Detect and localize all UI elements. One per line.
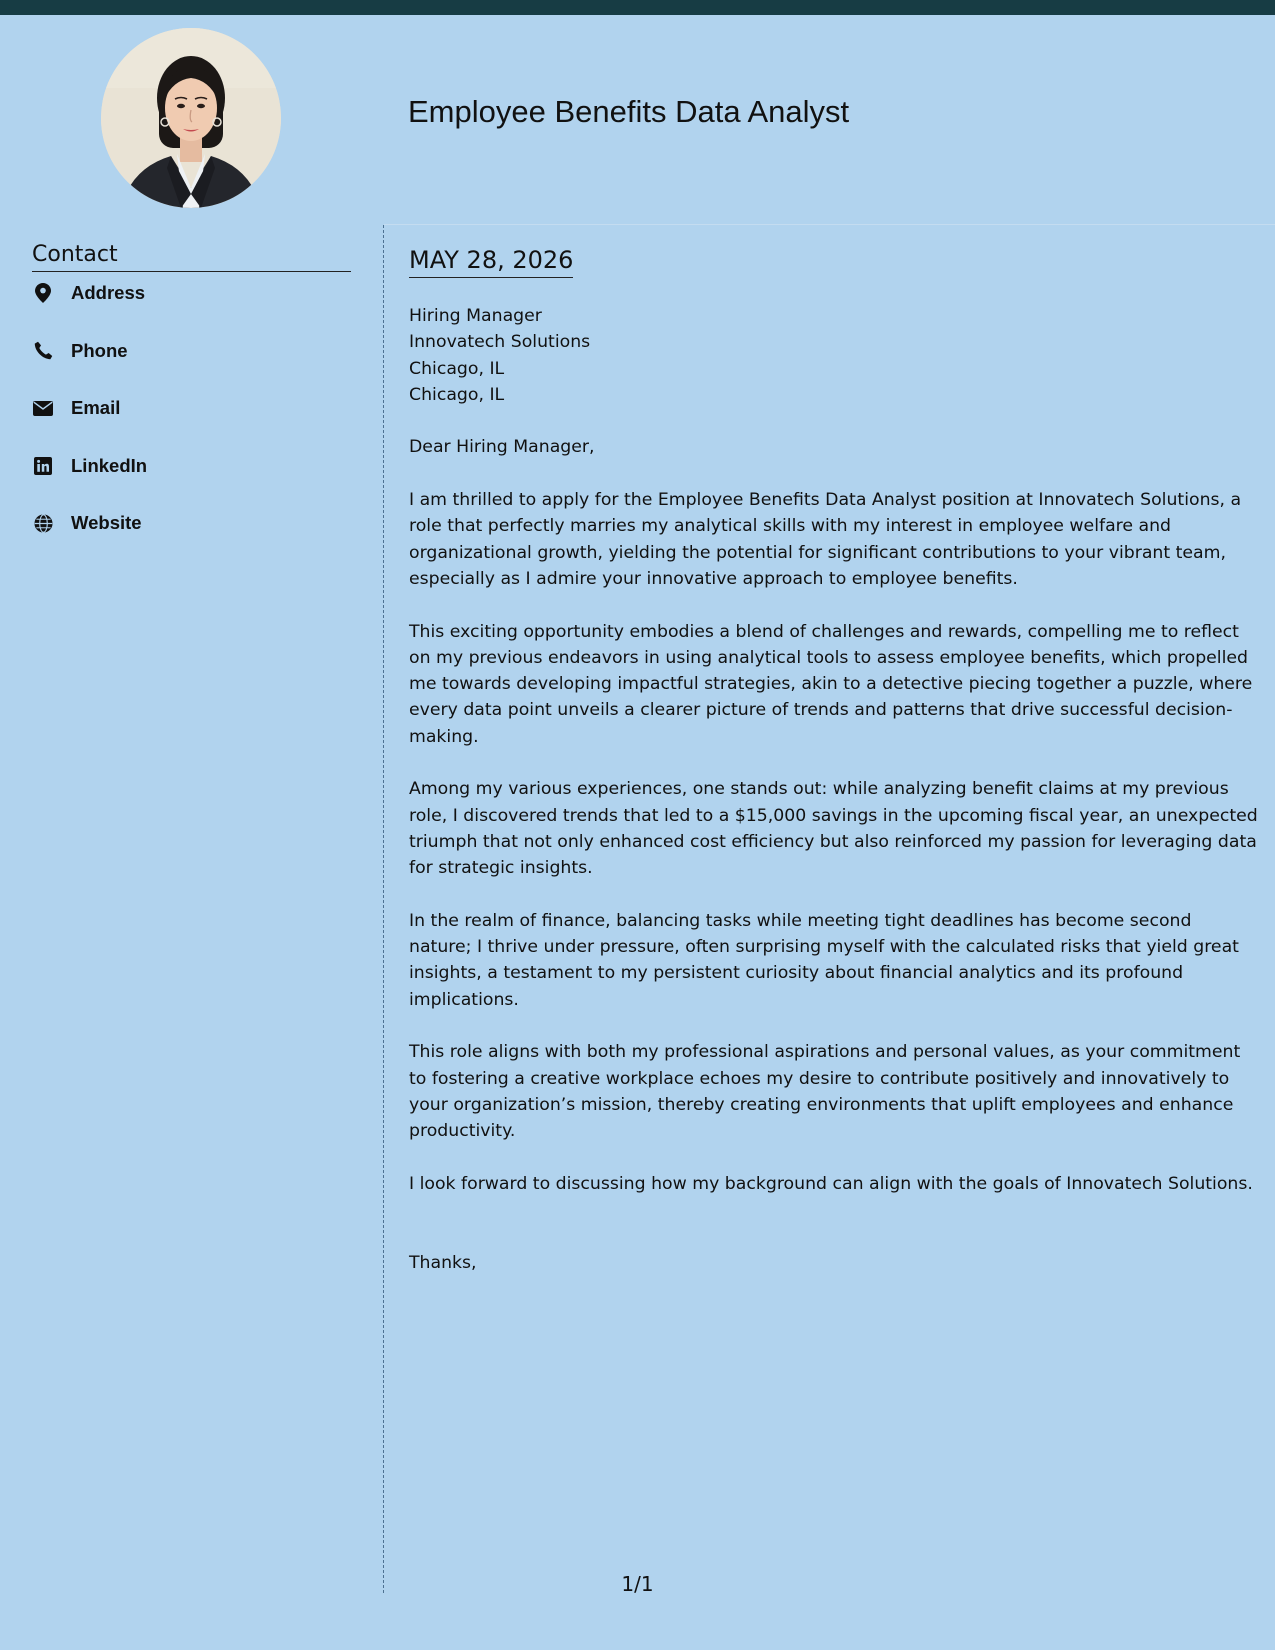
globe-icon [32,512,54,534]
letter-paragraph: I am thrilled to apply for the Employee Benefits Data Analyst position at Innovatech Solutions, a role that perfectly marries my analytical skills with my interest in employee welfare and organizational growth, yielding the potential for significant contributions to your vibrant team, especially as I admire your innovative approach to employee benefits. [409,490,1242,589]
salutation: Dear Hiring Manager, [409,437,595,458]
linkedin-icon [32,455,54,477]
map-pin-icon [32,282,54,304]
top-accent-bar [0,0,1275,15]
contact-label-website: Website [71,512,142,533]
contact-label-address: Address [71,282,146,303]
contact-label-email: Email [71,397,121,418]
contact-heading: Contact [32,240,351,272]
letter-paragraph: I look forward to discussing how my background can align with the goals of Innovatech Solutions. [409,1173,1253,1194]
phone-icon [32,340,54,362]
recipient-name: Hiring Manager [409,306,542,326]
letter-paragraph: Among my various experiences, one stands out: while analyzing benefit claims at my previous role, I discovered trends that led to a $15,000 savings in the upcoming fiscal year, an unexpected triumph that not only enhanced cost efficiency but also reinforced my passion for leveraging data for strategic insights. [409,779,1258,879]
sidebar-divider [383,225,384,1593]
contact-list [32,282,352,570]
contact-item-phone[interactable] [32,340,352,398]
contact-item-linkedin[interactable] [32,455,352,513]
contact-item-address[interactable] [32,282,352,340]
letter-body [409,303,1259,1302]
letter-paragraph: This role aligns with both my professional aspirations and personal values, as your commitment to fostering a creative workplace echoes my desire to contribute positively and innovatively to your organization’s mission, thereby creating environments that uplift employees and enhance productivity. [409,1042,1241,1142]
letter-paragraph: This exciting opportunity embodies a blend of challenges and rewards, compelling me to reflect on my previous endeavors in using analytical tools to assess employee benefits, which propelled me towards developing impactful strategies, akin to a detective piecing together a puzzle, where every data point unveils a clearer picture of trends and patterns that drive successful decision-making. [409,621,1253,747]
contact-label-linkedin: LinkedIn [71,454,148,476]
contact-label-phone: Phone [71,339,128,361]
page-title: Employee Benefits Data Analyst [408,94,850,129]
letter-closing: Thanks, [409,1252,477,1273]
contact-item-email[interactable] [32,397,352,455]
recipient-address-line-2: Chicago, IL [409,384,505,405]
letter-date: MAY 28, 2026 [409,244,573,278]
avatar [101,28,281,208]
envelope-icon [32,397,54,419]
recipient-block [409,303,1259,408]
profile-photo [101,28,281,208]
recipient-address-line-1: Chicago, IL [409,358,505,379]
letter-paragraph: In the realm of finance, balancing tasks while meeting tight deadlines has become second nature; I thrive under pressure, often surprising myself with the calculated risks that yield great insights, a testament to my persistent curiosity about financial analytics and its profound implications. [409,910,1239,1010]
page-number: 1/1 [621,1572,654,1596]
recipient-company: Innovatech Solutions [409,332,591,353]
contact-item-website[interactable] [32,512,352,570]
header-divider [384,224,1275,225]
